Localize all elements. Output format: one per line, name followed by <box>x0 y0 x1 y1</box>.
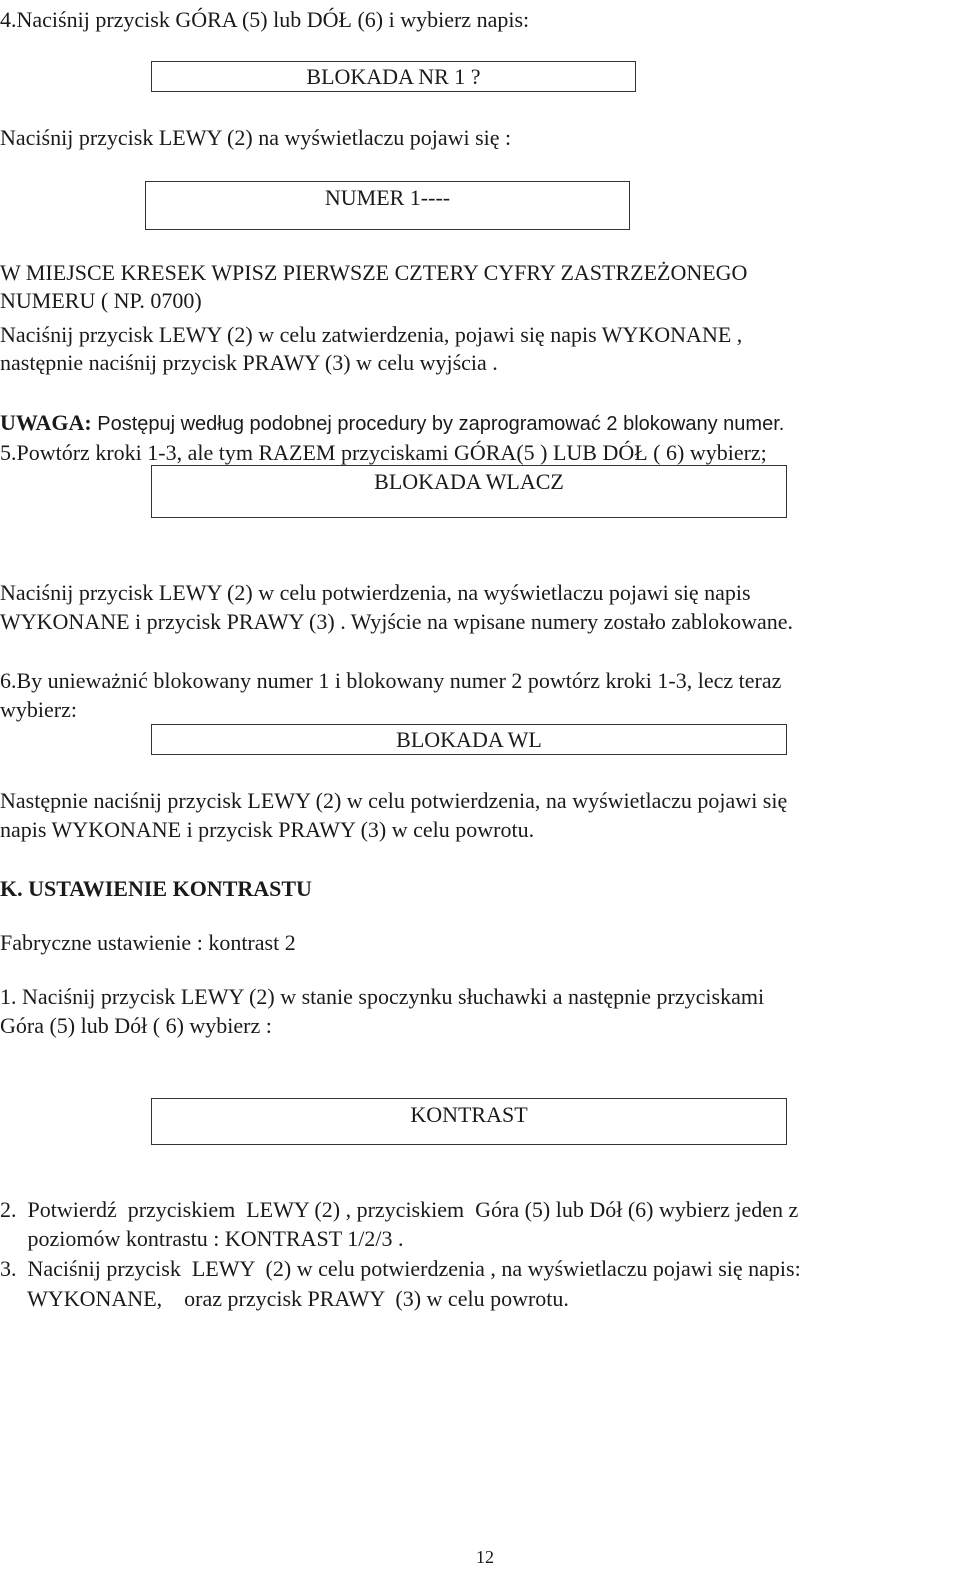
display-box-blokada-wlacz <box>151 465 787 518</box>
contrast-step-1b: Góra (5) lub Dół ( 6) wybierz : <box>0 1013 272 1038</box>
contrast-step-3b: WYKONANE, oraz przycisk PRAWY (3) w celu powrotu. <box>0 1286 569 1311</box>
section-k-heading: K. USTAWIENIE KONTRASTU <box>0 876 312 901</box>
step-4-title: 4.Naciśnij przycisk GÓRA (5) lub DÓŁ (6) i wybierz napis: <box>0 7 530 32</box>
display-box-kontrast <box>151 1098 787 1145</box>
step-5-text-1: Naciśnij przycisk LEWY (2) w celu potwierdzenia, na wyświetlaczu pojawi się napis <box>0 580 751 605</box>
contrast-step-1a: 1. Naciśnij przycisk LEWY (2) w stanie spoczynku słuchawki a następnie przyciskami <box>0 984 765 1009</box>
page-number: 12 <box>476 1547 494 1567</box>
display-text: BLOKADA WL <box>396 727 542 752</box>
display-text: BLOKADA NR 1 ? <box>306 64 481 89</box>
step-4-instruction-1: W MIEJSCE KRESEK WPISZ PIERWSZE CZTERY CYFRY ZASTRZEŻONEGO <box>0 260 748 285</box>
step-6-text-1: 6.By unieważnić blokowany numer 1 i blokowany numer 2 powtórz kroki 1-3, lecz teraz <box>0 668 782 693</box>
contrast-step-2a: 2. Potwierdź przyciskiem LEWY (2) , przyciskiem Góra (5) lub Dół (6) wybierz jeden z <box>0 1197 799 1222</box>
contrast-step-3a: 3. Naciśnij przycisk LEWY (2) w celu potwierdzenia , na wyświetlaczu pojawi się napis: <box>0 1256 801 1281</box>
display-text: BLOKADA WLACZ <box>374 469 564 494</box>
display-box-blokada-nr1 <box>151 61 636 92</box>
display-text: NUMER 1---- <box>324 185 451 210</box>
display-box-numer <box>145 181 630 230</box>
factory-setting: Fabryczne ustawienie : kontrast 2 <box>0 930 296 955</box>
step-6-text-3: Następnie naciśnij przycisk LEWY (2) w celu potwierdzenia, na wyświetlaczu pojawi się <box>0 788 788 813</box>
contrast-step-2b: poziomów kontrastu : KONTRAST 1/2/3 . <box>0 1226 404 1251</box>
display-box-blokada-wl <box>151 724 787 755</box>
step-6-text-4: napis WYKONANE i przycisk PRAWY (3) w celu powrotu. <box>0 817 535 842</box>
step-4-press-left: Naciśnij przycisk LEWY (2) na wyświetlaczu pojawi się : <box>0 125 512 150</box>
note-text: Postępuj według podobnej procedury by zaprogramować 2 blokowany numer. <box>91 413 785 435</box>
step-5-text-2: WYKONANE i przycisk PRAWY (3) . Wyjście na wpisane numery zostało zablokowane. <box>0 609 793 634</box>
display-text: KONTRAST <box>410 1102 528 1127</box>
step-4-instruction-3: Naciśnij przycisk LEWY (2) w celu zatwierdzenia, pojawi się napis WYKONANE , <box>0 322 743 347</box>
step-6-text-2: wybierz: <box>0 697 77 722</box>
step-5-title: 5.Powtórz kroki 1-3, ale tym RAZEM przyciskami GÓRA(5 ) LUB DÓŁ ( 6) wybierz; <box>0 440 767 465</box>
note-label: UWAGA: <box>0 410 92 435</box>
note-line <box>0 410 784 437</box>
step-4-instruction-2: NUMERU ( NP. 0700) <box>0 288 202 313</box>
step-4-instruction-4: następnie naciśnij przycisk PRAWY (3) w celu wyjścia . <box>0 350 498 375</box>
